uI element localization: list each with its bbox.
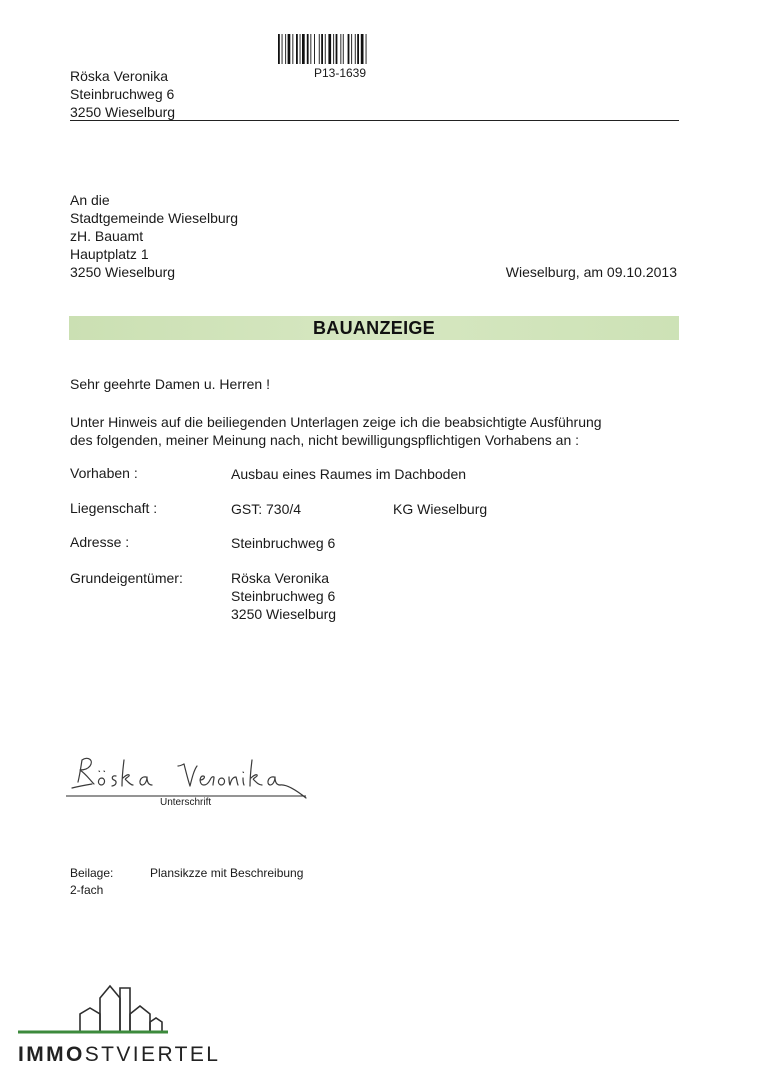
owner-line: Röska Veronika: [231, 570, 330, 586]
liegenschaft-label: Liegenschaft :: [70, 500, 158, 516]
barcode-bar: [333, 34, 334, 64]
barcode-bar: [307, 34, 309, 64]
barcode-bar: [340, 34, 341, 64]
barcode-bar: [302, 34, 305, 64]
barcode-bar: [336, 34, 338, 64]
recipient-line: Stadtgemeinde Wieselburg: [70, 210, 239, 226]
barcode-bar: [296, 34, 298, 64]
recipient-line: Hauptplatz 1: [70, 246, 149, 262]
liegenschaft-value: GST: 730/4: [231, 501, 302, 517]
logo-wordmark-bold: IMMO: [18, 1043, 85, 1066]
barcode-bar: [321, 34, 323, 64]
sender-address: [70, 67, 175, 121]
intro-paragraph: [70, 413, 602, 449]
salutation: Sehr geehrte Damen u. Herren !: [70, 376, 270, 392]
enclosure-count: 2-fach: [70, 883, 104, 897]
barcode-bar: [292, 34, 293, 64]
barcode-bar: [314, 34, 315, 64]
barcode-bar: [357, 34, 359, 64]
sender-name: Röska Veronika: [70, 68, 169, 84]
barcode-bar: [328, 34, 331, 64]
intro-line: des folgenden, meiner Meinung nach, nicht bewilligungspflichtigen Vorhabens an :: [70, 432, 580, 448]
handwritten-signature: [66, 752, 326, 802]
adresse-value: Steinbruchweg 6: [231, 535, 336, 551]
barcode-number: P13-1639: [313, 66, 367, 80]
barcode-bar: [300, 34, 301, 64]
owner-line: 3250 Wieselburg: [231, 606, 337, 622]
recipient-line: An die: [70, 192, 110, 208]
vorhaben-value: Ausbau eines Raumes im Dachboden: [231, 466, 467, 482]
barcode-bar: [351, 34, 352, 64]
barcode-bar: [325, 34, 326, 64]
enclosure-description: Plansikzze mit Beschreibung: [150, 866, 304, 880]
katastralgemeinde-value: KG Wieselburg: [393, 501, 488, 517]
recipient-line: 3250 Wieselburg: [70, 264, 176, 280]
grundeigentuemer-value: [231, 569, 336, 623]
barcode-bar: [285, 34, 286, 64]
enclosure-label: [70, 865, 113, 899]
vorhaben-label: Vorhaben :: [70, 465, 138, 481]
header-divider: [70, 120, 679, 121]
sender-street: Steinbruchweg 6: [70, 86, 175, 102]
intro-line: Unter Hinweis auf die beiliegenden Unterlagen zeige ich die beabsichtigte Ausführung: [70, 414, 602, 430]
logo-wordmark: [18, 1043, 220, 1067]
recipient-address: [70, 191, 238, 281]
barcode-bar: [343, 34, 344, 64]
barcode: [276, 34, 404, 64]
logo-wordmark-rest: STVIERTEL: [84, 1043, 221, 1066]
barcode-bar: [366, 34, 367, 64]
barcode-bar: [288, 34, 291, 64]
adresse-label: Adresse :: [70, 534, 130, 550]
barcode-bar: [310, 34, 311, 64]
barcode-bar: [282, 34, 283, 64]
enclosure-label-line: Beilage:: [70, 866, 114, 880]
letter-date: Wieselburg, am 09.10.2013: [505, 264, 677, 280]
grundeigentuemer-label: Grundeigentümer:: [70, 570, 183, 586]
barcode-bar: [355, 34, 356, 64]
barcode-bar: [361, 34, 364, 64]
sender-city: 3250 Wieselburg: [70, 104, 176, 120]
document-title: BAUANZEIGE: [312, 318, 435, 338]
recipient-line: zH. Bauamt: [70, 228, 144, 244]
owner-line: Steinbruchweg 6: [231, 588, 336, 604]
signature-caption: Unterschrift: [160, 797, 212, 808]
barcode-bar: [348, 34, 350, 64]
barcode-bar: [278, 34, 280, 64]
barcode-bar: [319, 34, 320, 64]
